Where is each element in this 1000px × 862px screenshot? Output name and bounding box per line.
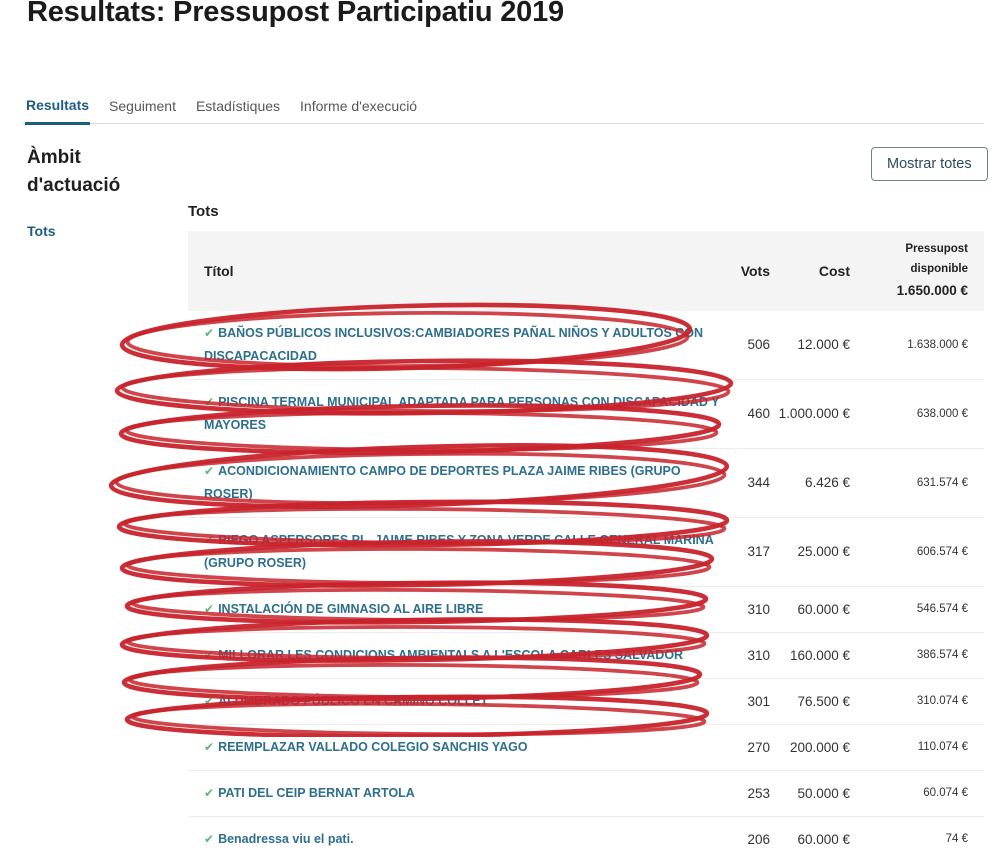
tab-seguiment[interactable]: Seguiment (108, 95, 177, 123)
votes-value: 270 (747, 739, 770, 755)
votes-value: 506 (747, 337, 770, 353)
table-row (188, 380, 984, 449)
project-title-link[interactable]: REEMPLAZAR VALLADO COLEGIO SANCHIS YAGO (218, 739, 528, 754)
project-title-cell (204, 736, 724, 759)
table-row (188, 311, 984, 380)
votes-value: 344 (747, 475, 770, 491)
sidebar-item-tots[interactable]: Tots (27, 223, 56, 239)
cost-value: 50.000 € (797, 785, 850, 801)
project-title-cell (204, 690, 724, 713)
available-budget-value: 606.574 € (916, 545, 968, 558)
available-budget-value: 638.000 € (916, 407, 968, 420)
cost-value: 12.000 € (797, 337, 850, 353)
available-budget-value: 60.074 € (923, 787, 968, 800)
cost-value: 1.000.000 € (778, 406, 850, 422)
project-title-link[interactable]: Benadressa viu el pati. (218, 831, 354, 846)
project-title-link[interactable]: ACONDICIONAMIENTO CAMPO DE DEPORTES PLAZA JAIME RIBES (GRUPO ROSER) (204, 463, 681, 501)
table-row (188, 587, 984, 633)
table-header (188, 231, 984, 311)
column-header-cost: Cost (818, 262, 850, 279)
show-all-button[interactable]: Mostrar totes (871, 147, 988, 181)
cost-value: 25.000 € (797, 544, 850, 560)
project-title-link[interactable]: MILLORAR LES CONDICIONS AMBIENTALS A L'ESCOLA CARLES SALVADOR (218, 647, 684, 662)
cost-value: 6.426 € (804, 475, 850, 491)
available-budget-value: 546.574 € (916, 603, 968, 616)
project-title-cell (204, 782, 724, 805)
check-icon: ✔ (204, 394, 215, 409)
budget-label-line1: Pressupost (905, 243, 968, 255)
table-body (188, 311, 984, 862)
available-budget-value: 310.074 € (916, 695, 968, 708)
project-title-link[interactable]: PATI DEL CEIP BERNAT ARTOLA (218, 785, 415, 800)
project-title-cell (204, 644, 724, 667)
votes-value: 460 (747, 406, 770, 422)
column-header-budget (850, 239, 968, 303)
column-header-title: Títol (204, 262, 234, 279)
page-title: Resultats: Pressupost Participatiu 2019 (27, 0, 564, 28)
check-icon: ✔ (204, 785, 215, 800)
project-title-cell (204, 391, 724, 437)
table-row (188, 518, 984, 587)
table-row (188, 725, 984, 771)
tab-informe-execucio[interactable]: Informe d'execució (299, 95, 418, 123)
tab-bar (22, 95, 984, 124)
tab-resultats[interactable]: Resultats (25, 95, 90, 125)
votes-value: 206 (747, 831, 770, 847)
cost-value: 60.000 € (797, 831, 850, 847)
available-budget-value: 386.574 € (916, 649, 968, 662)
votes-value: 317 (747, 544, 770, 560)
cost-value: 200.000 € (789, 739, 850, 755)
project-title-link[interactable]: ALUMBRADO PÚBLICO EN CAMINO COLLET (218, 693, 489, 708)
project-title-cell (204, 460, 724, 506)
section-heading: Tots (188, 203, 219, 220)
available-budget-value: 1.638.000 € (907, 338, 968, 351)
project-title-cell (204, 598, 724, 621)
table-row (188, 771, 984, 817)
table-row (188, 679, 984, 725)
table-row (188, 449, 984, 518)
sidebar-heading: Àmbit d'actuació (27, 147, 121, 196)
votes-value: 253 (747, 785, 770, 801)
table-row (188, 817, 984, 862)
results-table (188, 231, 984, 862)
check-icon: ✔ (204, 463, 215, 478)
check-icon: ✔ (204, 601, 215, 616)
project-title-cell (204, 828, 724, 851)
project-title-cell (204, 529, 724, 575)
tab-estadistiques[interactable]: Estadístiques (195, 95, 281, 123)
scope-sidebar (27, 144, 157, 241)
column-header-votes: Vots (740, 262, 770, 279)
cost-value: 76.500 € (797, 693, 850, 709)
check-icon: ✔ (204, 532, 215, 547)
table-row (188, 633, 984, 679)
project-title-cell (204, 322, 724, 368)
budget-total: 1.650.000 € (896, 283, 968, 299)
project-title-link[interactable]: INSTALACIÓN DE GIMNASIO AL AIRE LIBRE (218, 601, 484, 616)
budget-label-line2: disponible (910, 263, 968, 276)
project-title-link[interactable]: BAÑOS PÚBLICOS INCLUSIVOS:CAMBIADORES PAÑAL NIÑOS Y ADULTOS CON DISCAPACACIDAD (204, 325, 704, 363)
project-title-link[interactable]: PISCINA TERMAL MUNICIPAL ADAPTADA PARA PERSONAS CON DISCAPACIDAD Y MAYORES (204, 394, 720, 432)
check-icon: ✔ (204, 325, 215, 340)
votes-value: 310 (747, 601, 770, 617)
check-icon: ✔ (204, 739, 215, 754)
available-budget-value: 110.074 € (917, 741, 968, 754)
votes-value: 301 (747, 693, 770, 709)
check-icon: ✔ (204, 647, 215, 662)
votes-value: 310 (747, 647, 770, 663)
project-title-link[interactable]: RIEGO ASPERSORES PL. JAIME RIBES Y ZONA VERDE CALLE GENERAL MARINA (GRUPO ROSER) (204, 532, 714, 570)
check-icon: ✔ (204, 831, 215, 846)
cost-value: 160.000 € (789, 647, 850, 663)
available-budget-value: 631.574 € (916, 476, 968, 489)
cost-value: 60.000 € (797, 601, 850, 617)
check-icon: ✔ (204, 693, 215, 708)
available-budget-value: 74 € (945, 833, 968, 846)
